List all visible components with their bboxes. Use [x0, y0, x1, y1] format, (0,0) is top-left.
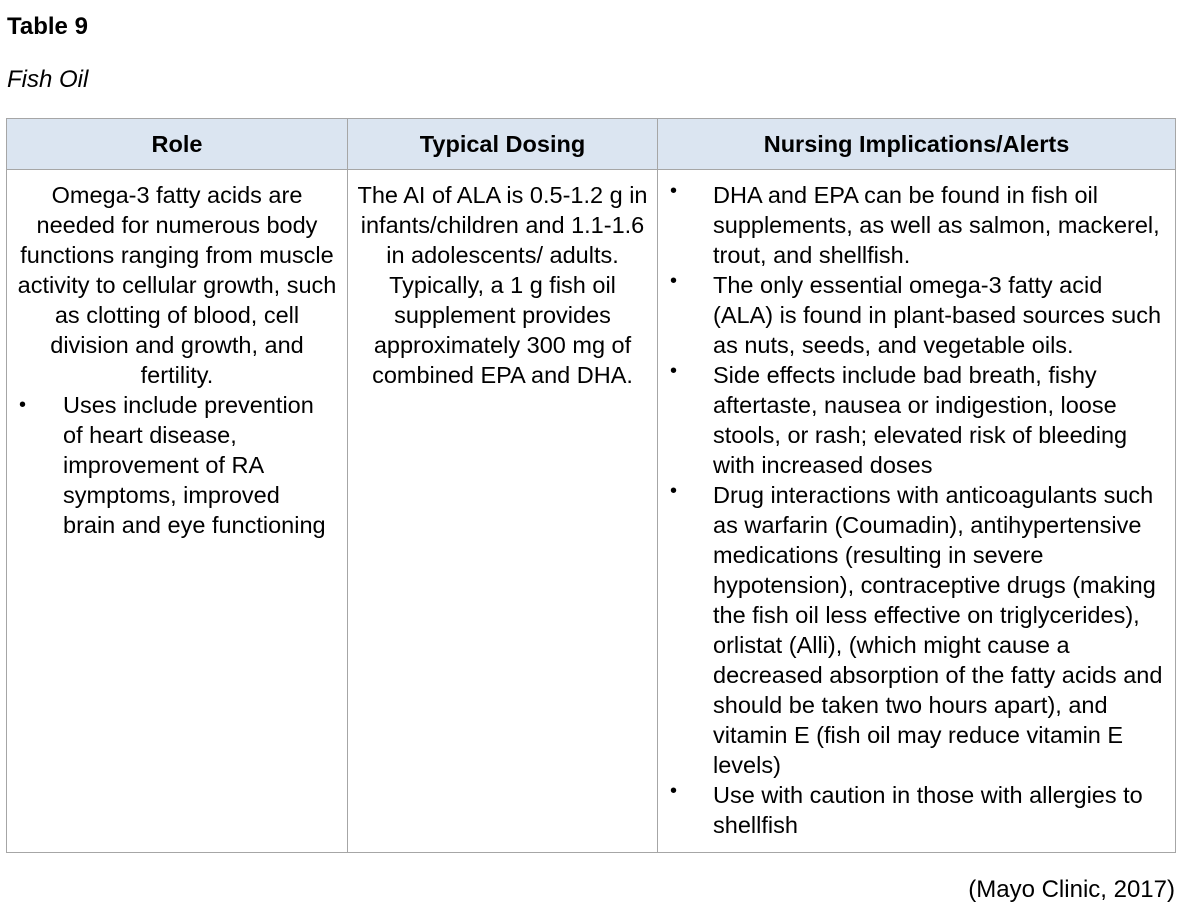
nursing-bullet-text: Use with caution in those with allergies to shellfish [713, 782, 1143, 838]
header-role: Role [7, 119, 348, 170]
fish-oil-table [6, 118, 1176, 853]
bullet-icon: • [670, 180, 678, 202]
header-nursing-implications: Nursing Implications/Alerts [658, 119, 1176, 170]
role-bullet-list [15, 390, 339, 540]
table-number: Table 9 [7, 13, 88, 40]
nursing-bullet-text: DHA and EPA can be found in fish oil supplements, as well as salmon, mackerel, trout, and shellfish. [713, 182, 1160, 268]
nursing-bullet-item [658, 360, 1175, 480]
citation: (Mayo Clinic, 2017) [968, 876, 1175, 903]
dosing-ai-text: The AI of ALA is 0.5-1.2 g in infants/children and 1.1-1.6 in adolescents/ adults. [357, 182, 648, 268]
bullet-icon: • [670, 480, 678, 502]
dosing-supplement-text: Typically, a 1 g fish oil supplement provides approximately 300 mg of combined EPA and DHA. [372, 272, 633, 388]
table-row [7, 170, 1176, 853]
bullet-icon: • [670, 360, 678, 382]
nursing-bullet-item [658, 780, 1175, 840]
nursing-bullet-text: Side effects include bad breath, fishy aftertaste, nausea or indigestion, loose stools, or rash; elevated risk of bleeding with increased doses [713, 362, 1128, 478]
nursing-bullet-text: The only essential omega-3 fatty acid (ALA) is found in plant-based sources such as nuts, seeds, and vegetable oils. [713, 272, 1162, 358]
role-bullet-text: Uses include prevention of heart disease, improvement of RA symptoms, improved brain and eye functioning [63, 392, 326, 538]
header-row [7, 119, 1176, 170]
role-cell [7, 170, 348, 853]
bullet-icon: • [670, 780, 678, 802]
role-bullet-item [15, 390, 339, 540]
nursing-bullet-list [658, 180, 1175, 840]
table-title: Fish Oil [7, 66, 89, 93]
nursing-bullet-item [658, 180, 1175, 270]
nursing-cell [658, 170, 1176, 853]
bullet-icon: • [19, 394, 27, 416]
bullet-icon: • [670, 270, 678, 292]
nursing-bullet-text: Drug interactions with anticoagulants such as warfarin (Coumadin), antihypertensive medications (resulting in severe hypotension), contraceptive drugs (making the fish oil less effective on triglycerides), orlistat (Alli), (which might cause a decreased absorption of the fatty acids and should be taken two hours apart), and vitamin E (fish oil may reduce vitamin E levels) [713, 482, 1163, 778]
dosing-cell [348, 170, 658, 853]
role-intro-text: Omega-3 fatty acids are needed for numerous body functions ranging from muscle activity to cellular growth, such as clotting of blood, cell division and growth, and fertility. [17, 182, 337, 388]
nursing-bullet-item [658, 480, 1175, 780]
header-typical-dosing: Typical Dosing [348, 119, 658, 170]
nursing-bullet-item [658, 270, 1175, 360]
